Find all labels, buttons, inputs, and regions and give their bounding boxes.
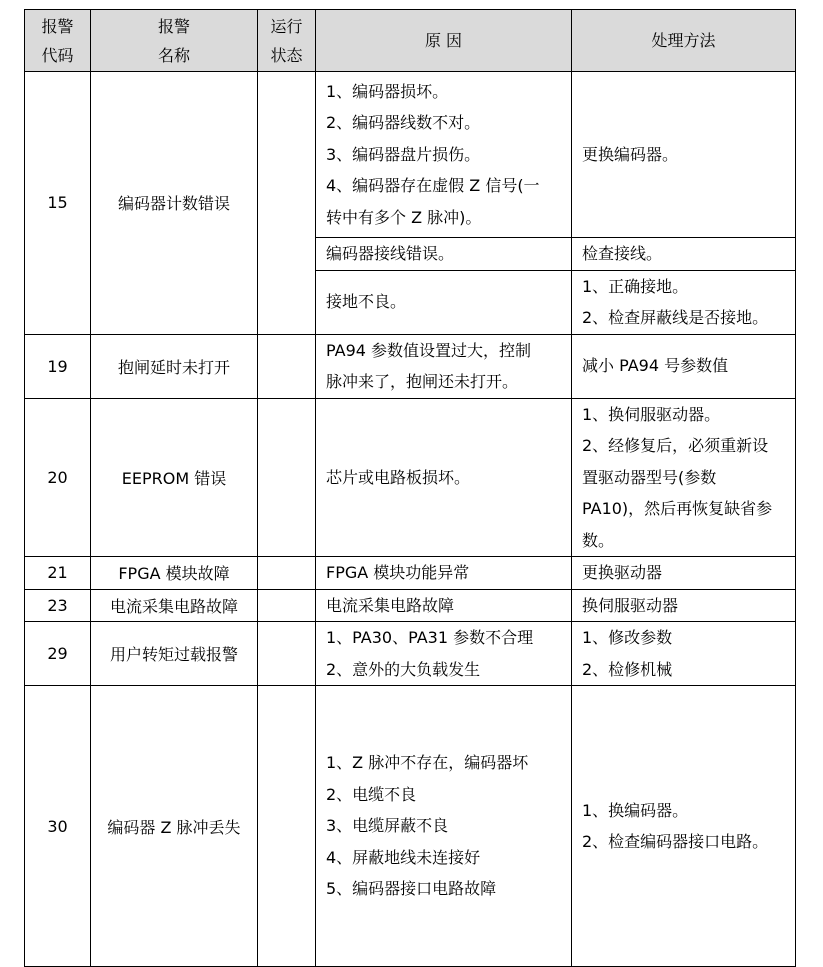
fix-cell: 检查接线。 (572, 238, 796, 271)
fix-cell: 1、修改参数 2、检修机械 (572, 622, 796, 686)
table-row (25, 334, 796, 398)
table-row (25, 398, 796, 557)
table-row (25, 72, 796, 238)
alarm-code: 20 (25, 398, 91, 557)
header-run-state: 运行 状态 (258, 10, 316, 72)
header-alarm-code: 报警 代码 (25, 10, 91, 72)
table-row (25, 589, 796, 622)
cause-cell: 电流采集电路故障 (316, 589, 572, 622)
run-state (258, 557, 316, 590)
fix-cell: 更换驱动器 (572, 557, 796, 590)
run-state (258, 686, 316, 967)
fix-cell: 减小 PA94 号参数值 (572, 334, 796, 398)
fix-cell: 更换编码器。 (572, 72, 796, 238)
run-state (258, 589, 316, 622)
header-handling-method: 处理方法 (572, 10, 796, 72)
table-row (25, 686, 796, 967)
cause-cell: FPGA 模块功能异常 (316, 557, 572, 590)
cause-cell: PA94 参数值设置过大，控制 脉冲来了，抱闸还未打开。 (316, 334, 572, 398)
alarm-code: 30 (25, 686, 91, 967)
run-state (258, 72, 316, 335)
header-alarm-name: 报警 名称 (91, 10, 258, 72)
fix-cell: 1、换伺服驱动器。 2、经修复后，必须重新设 置驱动器型号(参数 PA10)，然后再恢复缺省参 数。 (572, 398, 796, 557)
alarm-name: EEPROM 错误 (91, 398, 258, 557)
alarm-name: FPGA 模块故障 (91, 557, 258, 590)
alarm-code: 15 (25, 72, 91, 335)
table-row (25, 557, 796, 590)
cause-cell: 编码器接线错误。 (316, 238, 572, 271)
header-cause: 原 因 (316, 10, 572, 72)
alarm-code: 19 (25, 334, 91, 398)
fix-cell: 1、正确接地。 2、检查屏蔽线是否接地。 (572, 270, 796, 334)
run-state (258, 398, 316, 557)
alarm-code: 29 (25, 622, 91, 686)
alarm-name: 用户转矩过载报警 (91, 622, 258, 686)
cause-cell: 芯片或电路板损坏。 (316, 398, 572, 557)
alarm-code: 23 (25, 589, 91, 622)
alarm-name: 编码器 Z 脉冲丢失 (91, 686, 258, 967)
alarm-name: 编码器计数错误 (91, 72, 258, 335)
alarm-table (24, 9, 796, 967)
alarm-name: 抱闸延时未打开 (91, 334, 258, 398)
fix-cell: 1、换编码器。 2、检查编码器接口电路。 (572, 686, 796, 967)
table-header-row (25, 10, 796, 72)
run-state (258, 622, 316, 686)
alarm-code: 21 (25, 557, 91, 590)
run-state (258, 334, 316, 398)
fix-cell: 换伺服驱动器 (572, 589, 796, 622)
cause-cell: 1、Z 脉冲不存在，编码器坏 2、电缆不良 3、电缆屏蔽不良 4、屏蔽地线未连接好 5、编码器接口电路故障 (316, 686, 572, 967)
table-row (25, 622, 796, 686)
cause-cell: 1、编码器损坏。 2、编码器线数不对。 3、编码器盘片损伤。 4、编码器存在虚假 Z 信号(一 转中有多个 Z 脉冲)。 (316, 72, 572, 238)
cause-cell: 1、PA30、PA31 参数不合理 2、意外的大负载发生 (316, 622, 572, 686)
cause-cell: 接地不良。 (316, 270, 572, 334)
alarm-name: 电流采集电路故障 (91, 589, 258, 622)
